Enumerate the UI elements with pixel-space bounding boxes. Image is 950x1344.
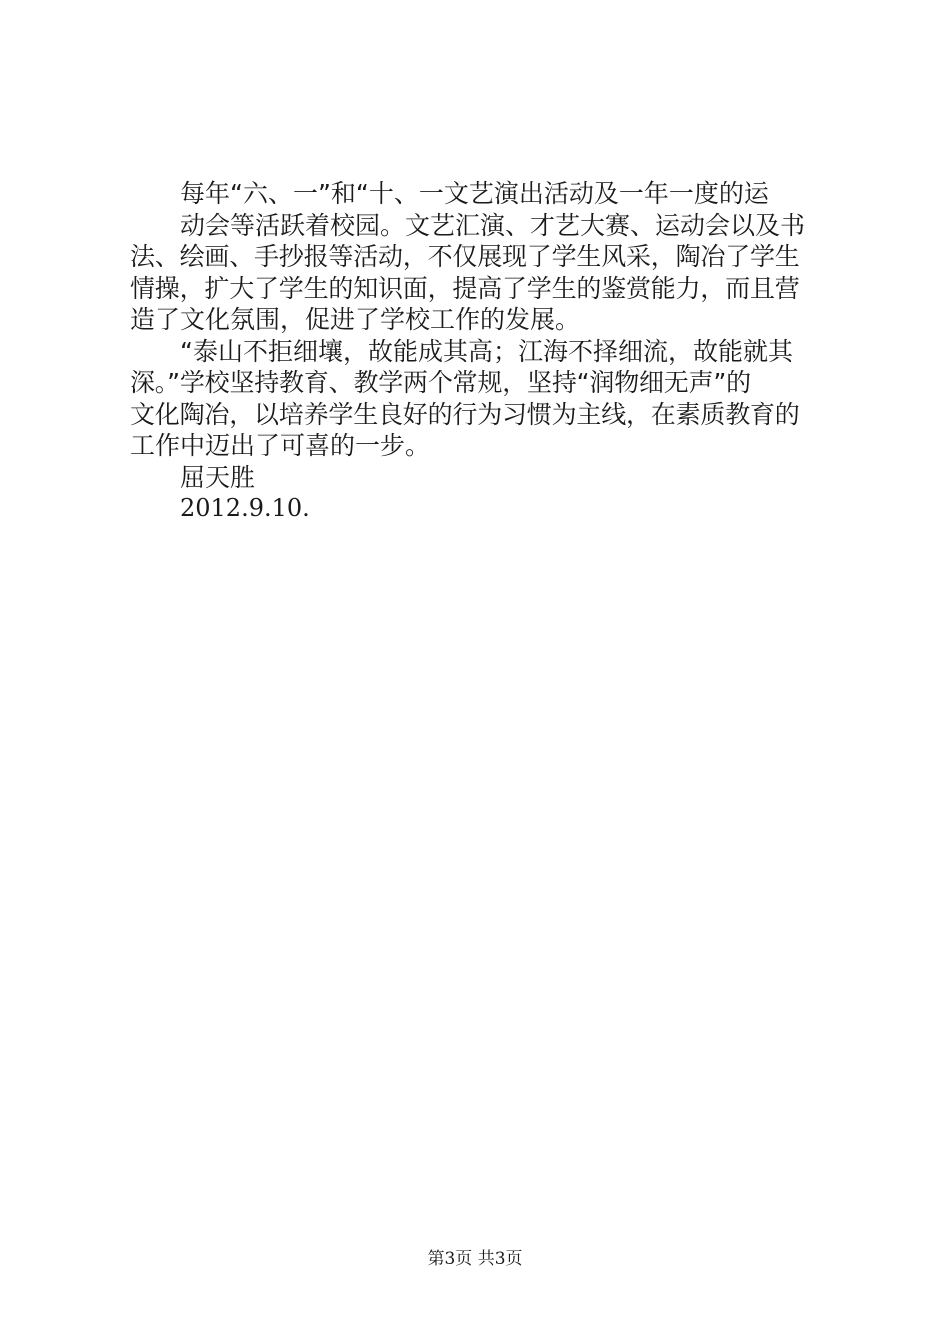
text-line: 工作中迈出了可喜的一步。 [130, 431, 431, 460]
text-line: 每年“六、一”和“十、一文艺演出活动及一年一度的运 [180, 179, 769, 208]
text-line: 文化陶冶，以培养学生良好的行为习惯为主线，在素质教育的 [130, 399, 800, 429]
author-name: 屈天胜 [180, 462, 256, 492]
text-line: 情操，扩大了学生的知识面，提高了学生的鉴赏能力，而且营 [130, 273, 800, 303]
text-line: 动会等活跃着校园。文艺汇演、才艺大赛、运动会以及书 [180, 210, 806, 240]
paragraph-activities [130, 178, 830, 336]
text-line: 造了文化氛围，促进了学校工作的发展。 [130, 305, 581, 334]
page-footer: 第3页 共3页 [427, 1249, 523, 1269]
text-line: “泰山不拒细壤，故能成其高；江海不择细流，故能就其 [180, 336, 793, 366]
paragraph-quote [130, 336, 830, 462]
document-date: 2012.9.10. [180, 494, 310, 522]
document-body [130, 178, 830, 525]
text-line: 法、绘画、手抄报等活动，不仅展现了学生风采，陶冶了学生 [130, 242, 800, 271]
text-line: 深。”学校坚持教育、教学两个常规，坚持“润物细无声”的 [130, 368, 751, 397]
